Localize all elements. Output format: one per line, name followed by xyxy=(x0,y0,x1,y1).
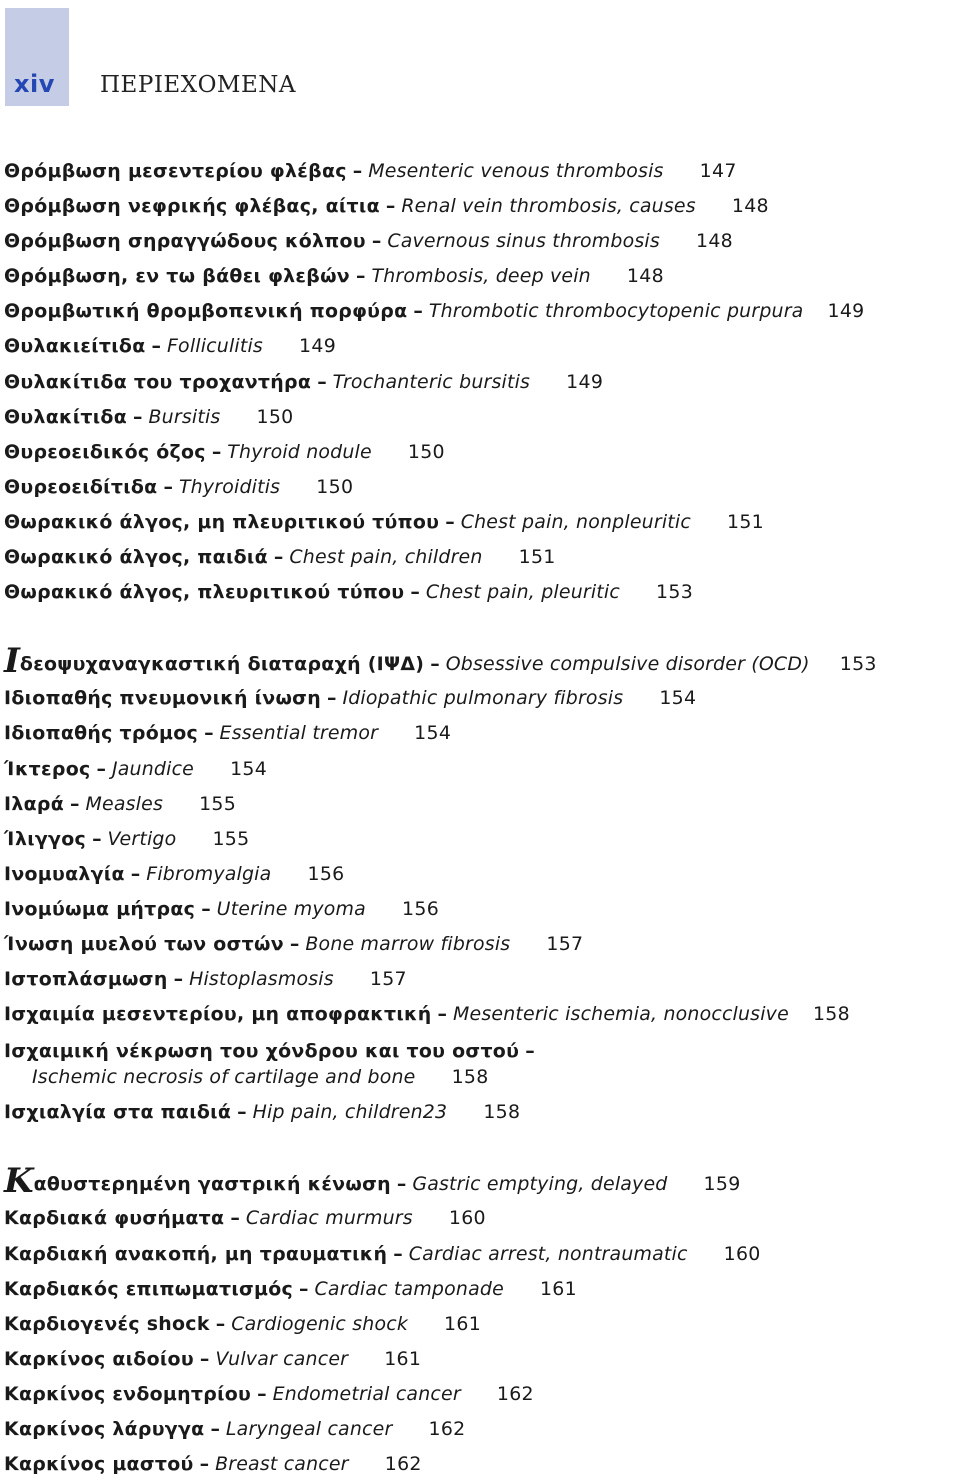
english-term: Cardiac arrest, nontraumatic xyxy=(408,1242,688,1265)
page-ref: 158 xyxy=(483,1101,521,1124)
entry-continuation xyxy=(4,1064,960,1090)
page-ref: 148 xyxy=(696,230,733,253)
page-ref: 151 xyxy=(518,546,556,569)
page-ref: 160 xyxy=(723,1242,761,1265)
section-initial: Κ xyxy=(4,1161,34,1202)
english-term: Endometrial cancer xyxy=(272,1382,461,1405)
index-entry xyxy=(4,962,960,997)
greek-term: αθυστερημένη γαστρική κένωση xyxy=(33,1173,391,1196)
greek-term: Ισχιαλγία στα παιδιά xyxy=(4,1101,232,1124)
separator: – xyxy=(204,722,214,745)
page-ref: 154 xyxy=(659,687,697,710)
separator: – xyxy=(130,862,141,885)
index-entry xyxy=(4,400,960,435)
page-ref: 148 xyxy=(731,195,769,218)
page-ref: 154 xyxy=(414,722,452,745)
english-term: Hip pain, children23 xyxy=(252,1101,448,1124)
page-ref: 151 xyxy=(727,510,764,533)
greek-term: Ιδιοπαθής πνευμονική ίνωση xyxy=(4,687,321,710)
english-term: Laryngeal cancer xyxy=(225,1418,393,1440)
page-ref: 149 xyxy=(566,370,604,393)
english-term: Cardiac tamponade xyxy=(314,1277,504,1300)
index-entry xyxy=(4,1161,960,1202)
english-term: Breast cancer xyxy=(215,1453,349,1476)
index-entry xyxy=(4,470,960,505)
page-ref: 162 xyxy=(428,1418,466,1440)
page-ref: 162 xyxy=(496,1382,534,1405)
separator: – xyxy=(173,968,184,991)
index-entry xyxy=(4,1342,960,1377)
greek-term: Καρδιακά φυσήματα xyxy=(4,1207,225,1230)
greek-term: Θρόμβωση, εν τω βάθει φλεβών xyxy=(4,265,350,288)
separator: – xyxy=(289,932,300,955)
english-term: Thyroid nodule xyxy=(227,440,372,463)
page-ref: 147 xyxy=(699,160,737,182)
greek-term: Ίλιγγος xyxy=(4,827,87,850)
page-ref: 161 xyxy=(539,1277,577,1300)
index-entry xyxy=(4,189,960,224)
greek-term: Καρκίνος λάρυγγα xyxy=(4,1418,205,1440)
english-term: Fibromyalgia xyxy=(146,862,272,885)
greek-term: Θωρακικό άλγος, μη πλευριτικού τύπου xyxy=(4,510,440,533)
separator: – xyxy=(151,335,161,358)
greek-term: Θωρακικό άλγος, πλευριτικού τύπου xyxy=(4,581,405,604)
english-term: Histoplasmosis xyxy=(189,968,334,991)
separator: – xyxy=(257,1382,267,1405)
english-term: Trochanteric bursitis xyxy=(332,370,531,393)
page-ref: 157 xyxy=(369,968,407,991)
separator: – xyxy=(371,230,382,253)
separator: – xyxy=(92,827,102,850)
separator: – xyxy=(299,1277,309,1300)
index-entry xyxy=(4,1095,960,1130)
index-entry xyxy=(4,154,960,189)
separator: – xyxy=(393,1242,403,1265)
english-term: Thyroiditis xyxy=(178,475,281,498)
english-term: Thrombosis, deep vein xyxy=(371,265,591,288)
index-entries xyxy=(4,154,960,1482)
index-entry xyxy=(4,1237,960,1272)
index-entry xyxy=(4,505,960,540)
index-entry xyxy=(4,1272,960,1307)
index-entry xyxy=(4,641,960,682)
separator: – xyxy=(211,440,222,463)
english-term: Chest pain, children xyxy=(289,546,483,569)
page-ref: 158 xyxy=(451,1066,489,1089)
english-term: Gastric emptying, delayed xyxy=(412,1173,668,1196)
greek-term: Ινομυαλγία xyxy=(4,862,125,885)
index-entry xyxy=(4,259,960,294)
english-term: Essential tremor xyxy=(219,722,379,745)
page-ref: 159 xyxy=(703,1173,741,1196)
index-entry xyxy=(4,1032,960,1095)
greek-term: Ινομύωμα μήτρας xyxy=(4,897,196,920)
english-term: Bone marrow fibrosis xyxy=(305,932,511,955)
page-ref: 148 xyxy=(626,265,664,288)
english-term: Measles xyxy=(85,792,164,815)
separator: – xyxy=(410,581,420,604)
greek-term: Ίκτερος xyxy=(4,757,91,780)
page-ref: 156 xyxy=(307,862,345,885)
greek-term: Καρκίνος μαστού xyxy=(4,1453,194,1476)
greek-term: Θρόμβωση σηραγγώδους κόλπου xyxy=(4,230,366,253)
separator: – xyxy=(215,1312,226,1335)
separator: – xyxy=(385,195,396,218)
index-entry xyxy=(4,1412,960,1447)
english-term: Thrombotic thrombocytopenic purpura xyxy=(428,300,804,323)
index-entry xyxy=(4,540,960,575)
greek-term: Καρδιακός επιπωματισμός xyxy=(4,1277,294,1300)
separator: – xyxy=(199,1453,210,1476)
separator: – xyxy=(430,653,440,676)
index-entry xyxy=(4,1307,960,1342)
separator: – xyxy=(437,1003,447,1026)
greek-term: Ιλαρά xyxy=(4,792,65,815)
greek-term: Ίνωση μυελού των οστών xyxy=(4,932,284,955)
greek-term: δεοψυχαναγκαστική διαταραχή (ΙΨΔ) xyxy=(19,653,425,676)
separator: – xyxy=(525,1040,535,1063)
page-ref: 160 xyxy=(448,1207,486,1230)
separator: – xyxy=(70,792,80,815)
index-entry xyxy=(4,997,960,1032)
page-ref: 161 xyxy=(444,1312,482,1335)
greek-term: Θυρεοειδίτιδα xyxy=(4,475,158,498)
greek-term: Ισχαιμία μεσεντερίου, μη αποφρακτική xyxy=(4,1003,432,1026)
english-term: Folliculitis xyxy=(166,335,263,358)
separator: – xyxy=(445,510,455,533)
index-entry xyxy=(4,224,960,259)
page-ref: 150 xyxy=(256,405,294,428)
english-term: Vertigo xyxy=(107,827,177,850)
page-ref: 155 xyxy=(212,827,250,850)
greek-term: Ιδιοπαθής τρόμος xyxy=(4,722,199,745)
greek-term: Θυλακίτιδα του τροχαντήρα xyxy=(4,370,312,393)
greek-term: Θρόμβωση νεφρικής φλέβας, αίτια xyxy=(4,195,380,218)
page-ref: 158 xyxy=(812,1003,850,1026)
section-initial: Ι xyxy=(4,641,20,682)
page-ref: 157 xyxy=(546,932,584,955)
english-term: Chest pain, nonpleuritic xyxy=(460,510,691,533)
page-number: xiv xyxy=(14,70,55,98)
index-entry xyxy=(4,892,960,927)
greek-term: Καρκίνος αιδοίου xyxy=(4,1347,194,1370)
greek-term: Καρδιογενές shock xyxy=(4,1312,210,1335)
greek-term: Ιστοπλάσμωση xyxy=(4,968,168,991)
greek-term: Θωρακικό άλγος, παιδιά xyxy=(4,546,268,569)
index-entry xyxy=(4,575,960,610)
greek-term: Θρόμβωση μεσεντερίου φλέβας xyxy=(4,160,347,182)
index-entry xyxy=(4,435,960,470)
index-entry xyxy=(4,1201,960,1236)
separator: – xyxy=(396,1173,407,1196)
english-term: Renal vein thrombosis, causes xyxy=(401,195,696,218)
separator: – xyxy=(210,1418,220,1440)
page-ref: 161 xyxy=(384,1347,422,1370)
section-gap xyxy=(4,610,960,646)
index-entry xyxy=(4,716,960,751)
index-entry xyxy=(4,787,960,822)
english-term: Jaundice xyxy=(112,757,195,780)
page-ref: 149 xyxy=(827,300,865,323)
page-ref: 149 xyxy=(299,335,337,358)
page-ref: 153 xyxy=(839,653,877,676)
index-entry xyxy=(4,752,960,787)
separator: – xyxy=(199,1347,210,1370)
section-gap xyxy=(4,1130,960,1166)
section-title: ΠΕΡΙΕΧΟΜΕΝΑ xyxy=(100,72,297,98)
index-entry xyxy=(4,1447,960,1482)
separator: – xyxy=(163,475,173,498)
index-entry xyxy=(4,822,960,857)
greek-term: Καρκίνος ενδομητρίου xyxy=(4,1382,252,1405)
index-entry xyxy=(4,329,960,364)
page-ref: 162 xyxy=(384,1453,422,1476)
separator: – xyxy=(317,370,327,393)
page-ref: 156 xyxy=(402,897,440,920)
page-ref: 150 xyxy=(407,440,445,463)
separator: – xyxy=(413,300,423,323)
english-term: Mesenteric venous thrombosis xyxy=(368,160,664,182)
separator: – xyxy=(352,160,363,182)
english-term: Cavernous sinus thrombosis xyxy=(387,230,660,253)
separator: – xyxy=(326,687,337,710)
index-entry xyxy=(4,927,960,962)
english-term: Cardiac murmurs xyxy=(245,1207,413,1230)
greek-term: Ισχαιμική νέκρωση του χόνδρου και του οστού xyxy=(4,1040,520,1063)
english-term: Cardiogenic shock xyxy=(231,1312,408,1335)
index-entry xyxy=(4,365,960,400)
separator: – xyxy=(237,1101,247,1124)
page-ref: 154 xyxy=(230,757,268,780)
page-ref: 153 xyxy=(656,581,694,604)
greek-term: Θρομβωτική θρομβοπενική πορφύρα xyxy=(4,300,408,323)
greek-term: Θυρεοειδικός όζος xyxy=(4,440,206,463)
separator: – xyxy=(356,265,366,288)
english-term: Bursitis xyxy=(148,405,221,428)
greek-term: Καρδιακή ανακοπή, μη τραυματική xyxy=(4,1242,388,1265)
separator: – xyxy=(96,757,106,780)
page-ref: 150 xyxy=(316,475,354,498)
index-entry xyxy=(4,681,960,716)
english-term: Idiopathic pulmonary fibrosis xyxy=(342,687,624,710)
separator: – xyxy=(201,897,211,920)
index-entry xyxy=(4,857,960,892)
english-term: Uterine myoma xyxy=(216,897,366,920)
english-term: Chest pain, pleuritic xyxy=(425,581,620,604)
greek-term: Θυλακίτιδα xyxy=(4,405,128,428)
separator: – xyxy=(230,1207,240,1230)
english-term: Mesenteric ischemia, nonocclusive xyxy=(452,1003,789,1026)
index-entry xyxy=(4,1377,960,1412)
separator: – xyxy=(273,546,284,569)
english-term: Ischemic necrosis of cartilage and bone xyxy=(32,1066,416,1089)
page-ref: 155 xyxy=(199,792,237,815)
english-term: Obsessive compulsive disorder (OCD) xyxy=(445,653,810,676)
greek-term: Θυλακιείτιδα xyxy=(4,335,146,358)
index-entry xyxy=(4,294,960,329)
separator: – xyxy=(133,405,143,428)
english-term: Vulvar cancer xyxy=(215,1347,349,1370)
